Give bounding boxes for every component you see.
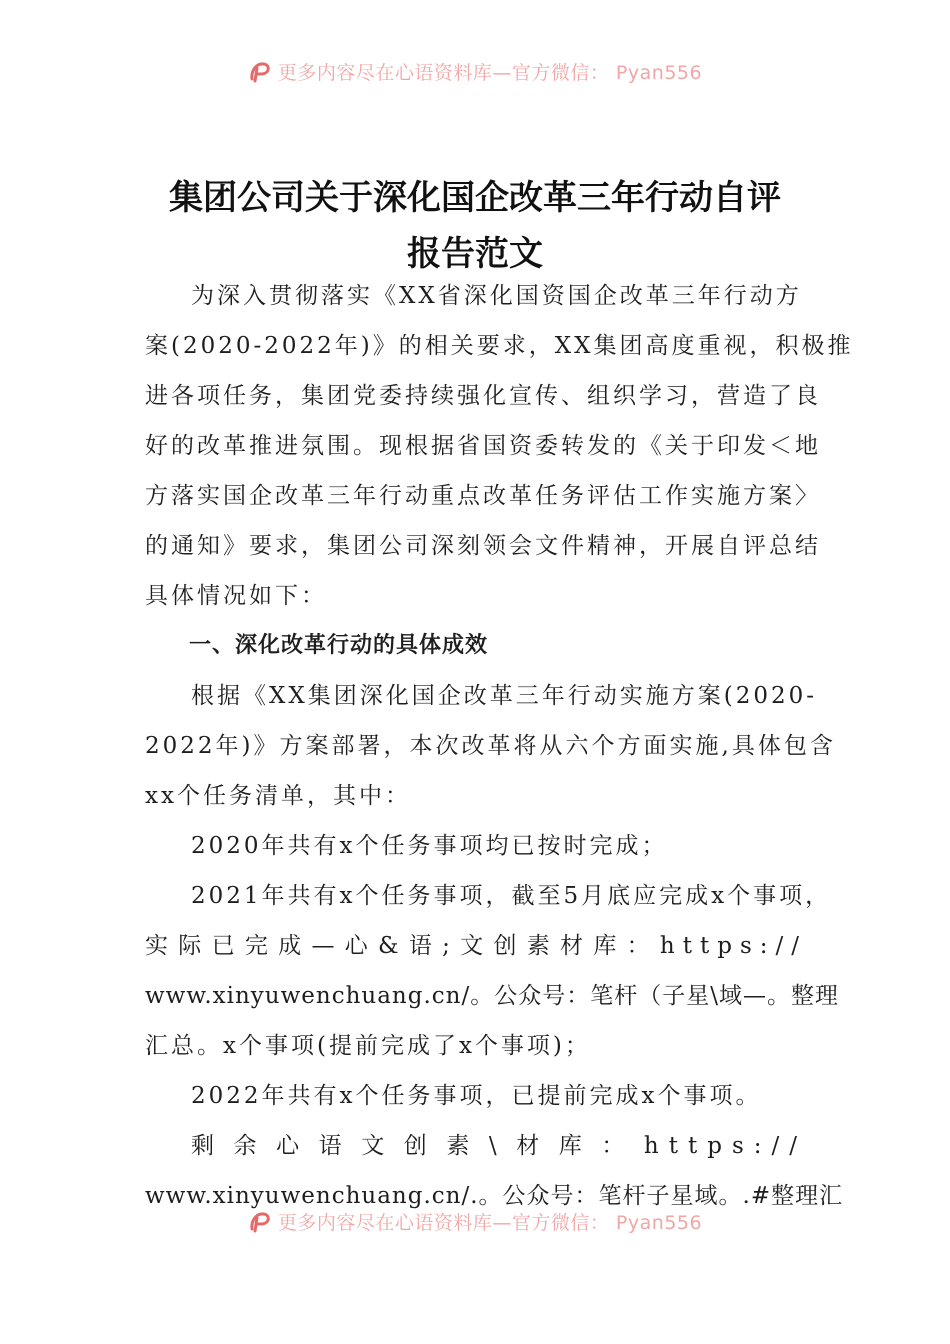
text-line: www.xinyuwenchuang.cn/。公众号：笔杆（子星\域—。整理: [145, 983, 839, 1009]
text-line: xx个任务清单，其中：: [145, 783, 411, 809]
year-2020-paragraph: [145, 821, 807, 871]
header-watermark-banner: [0, 58, 950, 84]
title-line-1: 集团公司关于深化国企改革三年行动自评: [169, 178, 781, 218]
banner-text: 更多内容尽在心语资料库—官方微信： Pyan556: [277, 61, 703, 84]
text-line: 2020年共有x个任务事项均已按时完成；: [191, 833, 668, 859]
text-line: 为深入贯彻落实《XX省深化国资国企改革三年行动方: [191, 283, 802, 309]
text-line: 进各项任务，集团党委持续强化宣传、组织学习，营造了良: [145, 383, 821, 409]
text-line: 具体情况如下：: [145, 583, 327, 609]
remaining-paragraph: [145, 1121, 844, 1221]
plan-paragraph: [145, 671, 836, 821]
year-2022-paragraph: [145, 1071, 807, 1121]
stylized-p-logo-icon: [248, 59, 272, 83]
year-2021-paragraph: [145, 871, 839, 1071]
footer-watermark-banner: [0, 1208, 950, 1234]
text-line: 2022年)》方案部署，本次改革将从六个方面实施,具体包含: [145, 733, 836, 759]
text-line: www.xinyuwenchuang.cn/.。公众号：笔杆子星域。.#整理汇: [145, 1183, 844, 1209]
stylized-p-logo-icon: [248, 1209, 272, 1233]
text-line: 案(2020-2022年)》的相关要求，XX集团高度重视，积极推: [145, 333, 854, 359]
text-line: 剩余心语文创素\材库：https://: [191, 1133, 807, 1159]
text-line: 2021年共有x个任务事项，截至5月底应完成x个事项，: [191, 883, 832, 909]
text-line: 实际已完成—心&语;文创素材库：https://: [145, 933, 807, 959]
banner-text: 更多内容尽在心语资料库—官方微信： Pyan556: [277, 1211, 703, 1234]
text-line: 好的改革推进氛围。现根据省国资委转发的《关于印发＜地: [145, 433, 821, 459]
text-line: 2022年共有x个任务事项，已提前完成x个事项。: [191, 1083, 762, 1109]
section-heading-1: 一、深化改革行动的具体成效: [189, 633, 489, 658]
text-line: 汇总。x个事项(提前完成了x个事项)；: [145, 1033, 591, 1059]
text-line: 方落实国企改革三年行动重点改革任务评估工作实施方案〉: [145, 483, 821, 509]
text-line: 的通知》要求，集团公司深刻领会文件精神，开展自评总结: [145, 533, 821, 559]
intro-paragraph: [145, 271, 854, 621]
text-line: 根据《XX集团深化国企改革三年行动实施方案(2020-: [191, 683, 818, 709]
document-title: [145, 170, 805, 282]
title-line-2: 报告范文: [407, 234, 543, 274]
document-body: [145, 271, 854, 1221]
